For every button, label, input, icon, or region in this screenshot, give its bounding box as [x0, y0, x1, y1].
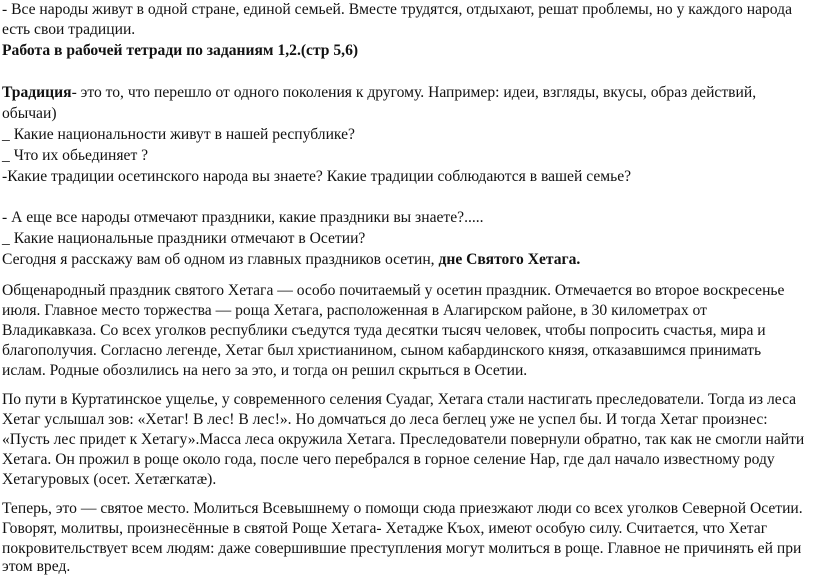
- question-unites: _ Что их обьединяет ?: [2, 147, 149, 164]
- tradition-term: Традиция: [2, 84, 72, 101]
- tradition-definition-text: - это то, что перешло от одного поколения к другому. Например: идеи, взгляды, вкусы, образ действий,: [71, 84, 757, 101]
- paragraph-2-line-5: Хетагуровых (осет. Хетæгкатæ).: [2, 471, 217, 488]
- question-national-holidays: _ Какие национальные праздники отмечают в Осетии?: [2, 230, 366, 247]
- paragraph-2-line-1: По пути в Куртатинское ущелье, у современного селения Суадаг, Хетага стали настигать преследователи. Тогда из леса: [2, 391, 797, 408]
- story-intro: [2, 250, 580, 270]
- holiday-name: дне Святого Хетага.: [438, 251, 581, 268]
- paragraph-2-line-4: Хетага. Он прожил в роще около года, после чего перебрался в горное селение Нар, где дал начало известному роду: [2, 451, 775, 468]
- paragraph-3-line-2: Говорят, молитвы, произнесённые в святой Роще Хетага- Хетадже Къох, имеют особую силу. Считается, что Хетаг: [2, 520, 768, 537]
- question-traditions: -Какие традиции осетинского народа вы знаете? Какие традиции соблюдаются в вашей семье?: [2, 168, 632, 185]
- workbook-task-heading: Работа в рабочей тетради по заданиям 1,2.(стр 5,6): [2, 42, 359, 59]
- question-nationalities: _ Какие национальности живут в нашей республике?: [2, 126, 355, 143]
- paragraph-1-line-5: ислам. Родные обозлились на него за это, и тогда он решил скрыться в Осетии.: [2, 362, 528, 379]
- question-holidays: - А еще все народы отмечают праздники, какие праздники вы знаете?.....: [2, 209, 484, 226]
- paragraph-2-line-3: «Пусть лес придет к Хетагу».Масса леса окружила Хетага. Преследователи повернули обратно, так как не смогли найти: [2, 431, 805, 448]
- paragraph-1-line-3: Владикавказа. Со всех уголков республики съедутся туда десятки тысяч человек, чтобы попросить счастья, мира и: [2, 322, 766, 339]
- paragraph-1-line-1: Общенародный праздник святого Хетага — особо почитаемый у осетин праздник. Отмечается во второе воскресенье: [2, 282, 785, 299]
- tradition-definition-line-2: обычаи): [2, 105, 57, 122]
- paragraph-1-line-2: июля. Главное место торжества — роща Хетага, расположенная в Алагирском районе, в 30 километрах от: [2, 302, 707, 319]
- tradition-definition: [2, 83, 756, 103]
- paragraph-3-line-1: Теперь, это — святое место. Молиться Всевышнему о помощи сюда приезжают люди со всех уголков Северной Осетии.: [2, 500, 803, 517]
- paragraph-3-line-3: покровительствует всем людям: даже совершившие преступления могут молиться в роще. Главное не причинять ей при: [2, 540, 802, 557]
- paragraph-3-line-4: этом вред.: [2, 558, 71, 575]
- paragraph-2-line-2: Хетаг услышал зов: «Хетаг! В лес! В лес!». Но домчаться до леса беглец уже не успел бы. И тогда Хетаг произнес:: [2, 411, 768, 428]
- intro-line-1: - Все народы живут в одной стране, единой семьей. Вместе трудятся, отдыхают, решат проблемы, но у каждого народа: [2, 1, 793, 18]
- intro-line-2: есть свои традиции.: [2, 21, 136, 38]
- paragraph-1-line-4: благополучия. Согласно легенде, Хетаг был христианином, сыном кабардинского князя, отказавшимся принимать: [2, 342, 762, 359]
- story-intro-text: Сегодня я расскажу вам об одном из главных праздников осетин,: [2, 251, 439, 268]
